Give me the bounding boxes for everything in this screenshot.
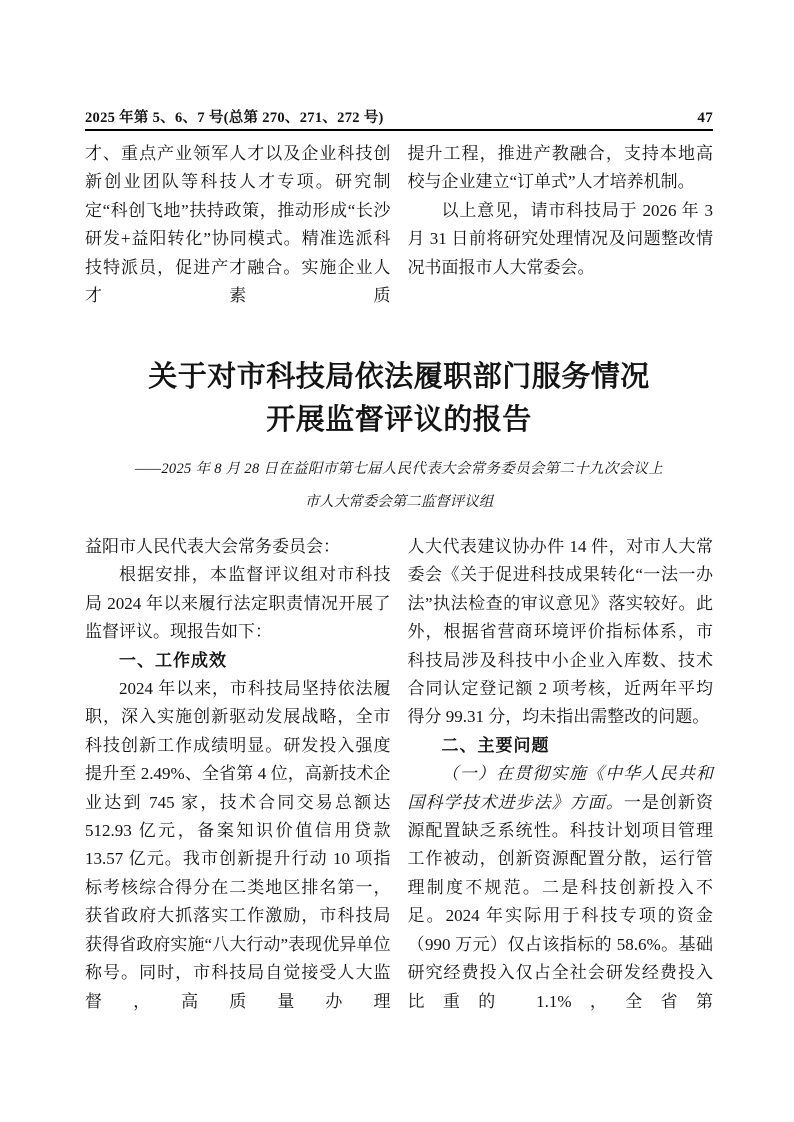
intro-paragraph: 根据安排，本监督评议组对市科技局 2024 年以来履行法定职责情况开展了监督评议。现报告如下： [85,565,391,642]
salutation: 益阳市人民代表大会常务委员会： [85,537,340,556]
body-right-column [408,533,714,1016]
body-left-column [85,533,391,1016]
page-header [85,106,713,127]
issue-number: 2025 年第 5、6、7 号(总第 270、271、272 号) [85,110,384,126]
body-section [85,533,713,1016]
achievements-paragraph: 2024 年以来，市科技局坚持依法履职，深入实施创新驱动发展战略，全市科技创新工作成绩明显。研发投入强度提升至 2.49%、全省第 4 位，高新技术企业达到 745 家，技术合同交易总额达 512.93 亿元，备案知识价值信用贷款 13.57 亿元。我市创新提升行动 10 项指标考核综合得分在二类地区排名第一，获省政府大抓落实工作激励，市科技局获得省政府实施“八大行动”表现优异单位称号。同时，市科技局自觉接受人大监督，高质量办理 [85,679,391,1011]
continuation-paragraph: 提升工程，推进产教融合，支持本地高校与企业建立“订单式”人才培养机制。 [407,144,713,192]
section-heading-achievements: 一、工作成效 [119,650,227,670]
top-section [85,140,713,310]
article-title-line1: 关于对市科技局依法履职部门服务情况 [148,361,650,393]
problem1-lead-in: （一）在贯彻实施《中华人民共和国科学技术进步法》方面。 [407,764,713,812]
article-title-block [85,356,713,519]
article-author: 市人大常委会第二监督评议组 [304,494,494,510]
closing-paragraph: 以上意见，请市科技局于 2026 年 3 月 31 日前将研究处理情况及问题整改情况书面报市人大常委会。 [407,200,713,277]
top-right-column [408,140,714,310]
continuation-paragraph: 才、重点产业领军人才以及企业科技创新创业团队等科技人才专项。研究制定“科创飞地”扶持政策，推动形成“长沙研发+益阳转化”协同模式。精准选派科技特派员，促进产才融合。实施企业人才素质 [85,144,391,306]
section-heading-problems: 二、主要问题 [441,735,550,755]
achievements-continuation-paragraph: 人大代表建议协办件 14 件，对市人大常委会《关于促进科技成果转化“一法一办法”执法检查的审议意见》落实较好。此外，根据省营商环境评价指标体系，市科技局涉及科技中小企业入库数、技术合同认定登记额 2 项考核，近两年平均得分 99.31 分，均未指出需整改的问题。 [407,537,713,727]
header-rule [85,129,713,131]
top-left-column [85,140,391,310]
article-subtitle: ——2025 年 8 月 28 日在益阳市第七届人民代表大会常务委员会第二十九次会议上 [134,461,664,477]
article-title-line2: 开展监督评议的报告 [266,404,532,436]
page-number: 47 [697,110,713,126]
problem1-text: 一是创新资源配置缺乏系统性。科技计划项目管理工作被动，创新资源配置分散，运行管理制度不规范。二是科技创新投入不足。2024 年实际用于科技专项的资金（990 万元）仅占该指标的 58.6%。基础研究经费投入仅占全社会研发经费投入比重的 1.1%，全省第 [407,792,713,1011]
problem1-paragraph [408,760,714,1016]
